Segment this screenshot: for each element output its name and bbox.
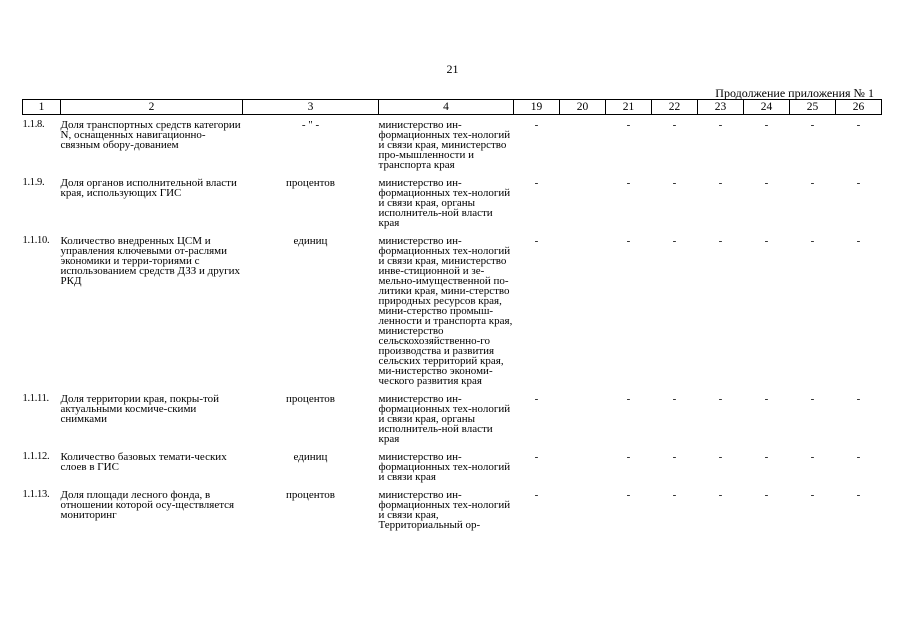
unit-cell: процентов — [286, 393, 335, 405]
value-cell: - — [856, 119, 861, 131]
value-cell: - — [626, 119, 631, 131]
value-cell — [560, 120, 606, 178]
row-number: 1.1.10. — [22, 235, 50, 246]
column-header: 19 — [514, 100, 560, 115]
value-cell: - — [672, 489, 677, 501]
value-cell: - — [856, 393, 861, 405]
column-header: 1 — [23, 100, 61, 115]
value-cell: - — [718, 177, 723, 189]
value-cell: - — [626, 489, 631, 501]
responsible-cell: министерство ин-формационных тех-нологий и связи края, органы исполнитель-ной власти края — [378, 393, 511, 445]
responsible-cell: министерство ин-формационных тех-нологий и связи края — [378, 451, 511, 483]
responsible-cell: министерство ин-формационных тех-нологий и связи края, органы исполнитель-ной власти края — [378, 177, 511, 229]
column-header: 26 — [836, 100, 882, 115]
value-cell: - — [718, 393, 723, 405]
column-header: 4 — [379, 100, 514, 115]
indicator-name: Доля органов исполнительной власти края, использующих ГИС — [60, 177, 237, 199]
value-cell: - — [534, 235, 539, 247]
value-cell: - — [810, 393, 815, 405]
value-cell: - — [810, 235, 815, 247]
value-cell: - — [718, 119, 723, 131]
table-row — [23, 236, 882, 394]
table-row — [23, 452, 882, 490]
value-cell: - — [856, 177, 861, 189]
value-cell: - — [534, 451, 539, 463]
unit-cell: единиц — [293, 451, 328, 463]
value-cell — [560, 490, 606, 538]
value-cell: - — [672, 177, 677, 189]
value-cell: - — [626, 177, 631, 189]
value-cell: - — [672, 235, 677, 247]
column-header: 3 — [243, 100, 379, 115]
value-cell — [560, 394, 606, 452]
table-row — [23, 178, 882, 236]
row-number: 1.1.12. — [22, 451, 50, 462]
column-header: 20 — [560, 100, 606, 115]
value-cell: - — [764, 393, 769, 405]
continuation-label: Продолжение приложения № 1 — [715, 86, 874, 100]
unit-cell: единиц — [293, 235, 328, 247]
value-cell — [560, 178, 606, 236]
unit-cell: процентов — [286, 489, 335, 501]
page-number: 21 — [446, 62, 459, 76]
value-cell — [560, 236, 606, 394]
value-cell: - — [810, 489, 815, 501]
column-header: 2 — [61, 100, 243, 115]
value-cell: - — [626, 393, 631, 405]
value-cell: - — [534, 393, 539, 405]
value-cell: - — [626, 235, 631, 247]
indicator-name: Количество базовых темати-ческих слоев в ГИС — [60, 451, 227, 473]
indicator-name: Количество внедренных ЦСМ и управления ключевыми от-раслями экономики и терри-ториями с использованием средств ДЗЗ и других РКД — [60, 235, 240, 287]
value-cell: - — [718, 451, 723, 463]
value-cell: - — [856, 235, 861, 247]
row-number: 1.1.8. — [22, 119, 45, 130]
column-header: 23 — [698, 100, 744, 115]
value-cell: - — [764, 451, 769, 463]
value-cell: - — [534, 177, 539, 189]
row-number: 1.1.13. — [22, 489, 50, 500]
value-cell: - — [718, 489, 723, 501]
header-row — [23, 100, 882, 115]
row-number: 1.1.9. — [22, 177, 45, 188]
responsible-cell: министерство ин-формационных тех-нологий и связи края, Территориальный ор- — [378, 489, 511, 531]
value-cell: - — [534, 119, 539, 131]
indicator-name: Доля площади лесного фонда, в отношении которой осу-ществляется мониторинг — [60, 489, 235, 521]
value-cell: - — [856, 451, 861, 463]
value-cell: - — [810, 177, 815, 189]
value-cell: - — [856, 489, 861, 501]
column-header: 22 — [652, 100, 698, 115]
value-cell: - — [764, 119, 769, 131]
value-cell: - — [764, 489, 769, 501]
value-cell: - — [672, 393, 677, 405]
responsible-cell: министерство ин-формационных тех-нологий и связи края, министерство про-мышленности и транспорта края — [378, 119, 511, 171]
column-header: 24 — [744, 100, 790, 115]
unit-cell: - " - — [301, 119, 320, 131]
indicator-name: Доля территории края, покры-той актуальными космиче-скими снимками — [60, 393, 220, 425]
responsible-cell: министерство ин-формационных тех-нологий и связи края, министерство инве-стиционной и зе-мельно-имущественной по-литики края, мини-стерство природных ресурсов края, мини-стерство промыш-ленности и транспорта края, министерство сельскохозяйственно-го производства и развития сельских территорий края, ми-нистерство экономи-ческого развития края — [378, 235, 513, 387]
value-cell: - — [672, 119, 677, 131]
value-cell: - — [764, 177, 769, 189]
row-number: 1.1.11. — [22, 393, 49, 404]
table-row — [23, 490, 882, 538]
value-cell: - — [718, 235, 723, 247]
indicator-name: Доля транспортных средств категории N, оснащенных навигационно-связным обору-дованием — [60, 119, 241, 151]
unit-cell: процентов — [286, 177, 335, 189]
value-cell: - — [810, 119, 815, 131]
column-header: 25 — [790, 100, 836, 115]
value-cell: - — [764, 235, 769, 247]
value-cell: - — [672, 451, 677, 463]
table-row — [23, 120, 882, 178]
value-cell — [560, 452, 606, 490]
value-cell: - — [534, 489, 539, 501]
column-header: 21 — [606, 100, 652, 115]
table-row — [23, 394, 882, 452]
value-cell: - — [626, 451, 631, 463]
value-cell: - — [810, 451, 815, 463]
indicators-table — [22, 99, 882, 538]
